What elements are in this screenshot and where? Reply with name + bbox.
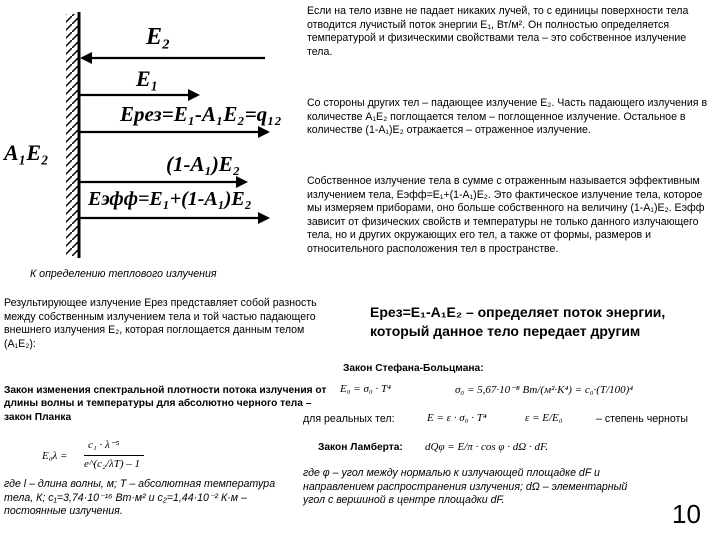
- paragraph-own-radiation: Если на тело извне не падает никаких лучей, то с единицы поверхности тела отводится лучистый поток энергии E₁, Вт/м². Он полностью определяется температурой и физическими свойствами тела – это собственное излучение тела.: [307, 5, 689, 58]
- planck-fraction-bar: [84, 455, 144, 456]
- planck-denominator: e^(c₂/λT) – 1: [84, 458, 140, 470]
- label-erez: Eрез=E₁-A₁E₂=q₁₂: [120, 102, 282, 126]
- formula-lambert: dQφ = E/π · cos φ · dΩ · dF.: [425, 441, 548, 453]
- label-e1: E₁: [136, 66, 159, 91]
- emissivity-label: – степень черноты: [596, 413, 688, 425]
- page-number: 10: [672, 499, 701, 529]
- wall-hatch: [66, 14, 78, 256]
- label-a1e2: A₁E₂: [4, 140, 49, 165]
- formula-sb1: E₀ = σ₀ · T⁴: [340, 383, 391, 395]
- planck-numerator: c₁ · λ⁻⁵: [88, 439, 120, 451]
- figure-caption: К определению теплового излучения: [30, 268, 217, 280]
- real-bodies-label: для реальных тел:: [303, 413, 395, 425]
- label-eeff: Eэфф=E₁+(1-A₁)E₂: [88, 188, 252, 210]
- paragraph-resulting-radiation: Результирующее излучение Eрез представляет собой разность между собственным излучением тела и той частью падающего внешнего излучения E₂, которая поглощается данным телом (A₁E₂):: [4, 297, 317, 350]
- formula-real1: E = ε · σ₀ · T⁴: [427, 412, 487, 424]
- label-e2: E₂: [146, 24, 171, 50]
- planck-note: где l – длина волны, м; T – абсолютная температура тела, К; c₁=3,74·10⁻¹⁶ Вт·м² и c₂=1,44·10⁻² К·м – постоянные излучения.: [4, 478, 276, 518]
- formula-real2: ε = E/E₀: [525, 412, 563, 424]
- paragraph-incident-radiation: Со стороны других тел – падающее излучение E₂. Часть падающего излучения в количестве A₁E₂ поглощается телом – поглощенное излучение. Остальное в количестве (1-A₁)E₂ отражается – отраженное излучение.: [307, 97, 708, 137]
- lambert-note: где φ – угол между нормалью к излучающей площадке dF и направлением распространения излучения; dΩ – элементарный угол с вершиной в центре площадки dF.: [303, 467, 628, 507]
- paragraph-effective-radiation: Собственное излучение тела в сумме с отраженным называется эффективным излучением тела, Eэфф=E₁+(1-A₁)E₂. Это фактическое излучение тела, которое мы измеряем приборами, оно больше собственного на величину (1-A₁)E₂. Eэфф зависит от физических свойств и температуры не только данного излучающего тела, но и других окружающих его тел, а также от формы, размеров и относительного расположения тел в пространстве.: [307, 175, 705, 255]
- lambert-title: Закон Ламберта:: [318, 442, 403, 453]
- formula-sb2: σ₀ = 5,67·10⁻⁸ Вт/(м²·К⁴) = c₀·(T/100)⁴: [455, 384, 634, 396]
- planck-title: Закон изменения спектральной плотности потока излучения от длины волны и температуры для абсолютно черного тела – закон Планка: [4, 385, 327, 423]
- erez-definition: Eрез=E₁-A₁E₂ – определяет поток энергии, который данное тело передает другим: [370, 304, 666, 339]
- label-reflected: (1-A₁)E₂: [166, 152, 241, 176]
- stefan-title: Закон Стефана-Больцмана:: [343, 363, 484, 374]
- planck-lhs: E₀λ =: [42, 450, 68, 462]
